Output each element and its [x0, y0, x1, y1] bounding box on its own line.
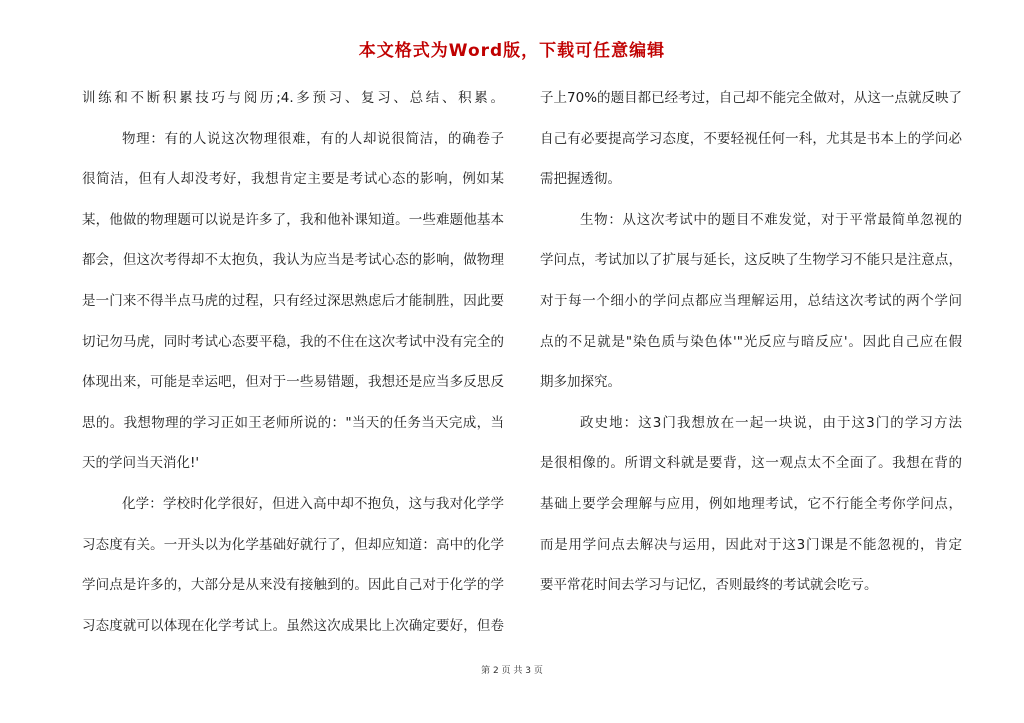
right-text-column	[540, 78, 962, 606]
document-header-banner: 本文格式为Word版，下载可任意编辑	[358, 41, 666, 61]
text-line: 学问点是许多的，大部分是从来没有接触到的。因此自己对于化学的学	[82, 577, 504, 594]
text-line: 某，他做的物理题可以说是许多了，我和他补课知道。一些难题他基本	[82, 211, 504, 228]
text-line: 是很相像的。所谓文科就是要背，这一观点太不全面了。我想在背的	[540, 455, 962, 472]
text-line: 切记勿马虎，同时考试心态要平稳，我的不住在这次考试中没有完全的	[82, 333, 504, 350]
text-line: 都会，但这次考得却不太抱负，我认为应当是考试心态的影响，做物理	[82, 252, 504, 269]
text-line: 要平常花时间去学习与记忆，否则最终的考试就会吃亏。	[540, 577, 878, 594]
text-line: 期多加探究。	[540, 374, 621, 391]
text-line: 学问点，考试加以了扩展与延长，这反映了生物学习不能只是注意点，	[540, 252, 962, 269]
left-text-column	[82, 78, 504, 646]
text-line: 习态度有关。一开头以为化学基础好就行了，但却应知道：高中的化学	[82, 536, 504, 553]
page-number: 第 2 页 共 3 页	[481, 666, 543, 676]
text-line: 基础上要学会理解与应用，例如地理考试，它不行能全考你学问点，	[540, 495, 962, 512]
text-line: 体现出来，可能是幸运吧，但对于一些易错题，我想还是应当多反思反	[82, 374, 504, 391]
text-line: 很简洁，但有人却没考好，我想肯定主要是考试心态的影响，例如某	[82, 171, 504, 188]
text-line: 而是用学问点去解决与运用，因此对于这3门课是不能忽视的，肯定	[540, 536, 962, 553]
text-line: 是一门来不得半点马虎的过程，只有经过深思熟虑后才能制胜，因此要	[82, 292, 504, 309]
text-line: 训练和不断积累技巧与阅历;4.多预习、复习、总结、积累。	[82, 90, 504, 106]
text-line: 对于每一个细小的学问点都应当理解运用，总结这次考试的两个学问	[540, 292, 962, 309]
paragraph-physics-start: 物理：有的人说这次物理很难，有的人却说很简洁，的确卷子	[122, 130, 504, 147]
text-line: 子上70%的题目都已经考过，自己却不能完全做对，从这一点就反映了	[540, 90, 962, 106]
text-line: 习态度就可以体现在化学考试上。虽然这次成果比上次确定要好，但卷	[82, 617, 504, 634]
paragraph-chemistry-start: 化学：学校时化学很好，但进入高中却不抱负，这与我对化学学	[122, 495, 504, 512]
text-line: 天的学问当天消化!'	[82, 455, 200, 472]
text-line: 自己有必要提高学习态度，不要轻视任何一科，尤其是书本上的学问必	[540, 130, 962, 147]
paragraph-humanities-start: 政史地：这3门我想放在一起一块说，由于这3门的学习方法	[580, 414, 962, 431]
text-line: 思的。我想物理的学习正如王老师所说的："当天的任务当天完成，当	[82, 414, 504, 431]
paragraph-biology-start: 生物：从这次考试中的题目不难发觉，对于平常最简单忽视的	[580, 211, 962, 228]
text-line: 点的不足就是"染色质与染色体'"光反应与暗反应'。因此自己应在假	[540, 333, 962, 350]
text-line: 需把握透彻。	[540, 171, 621, 188]
